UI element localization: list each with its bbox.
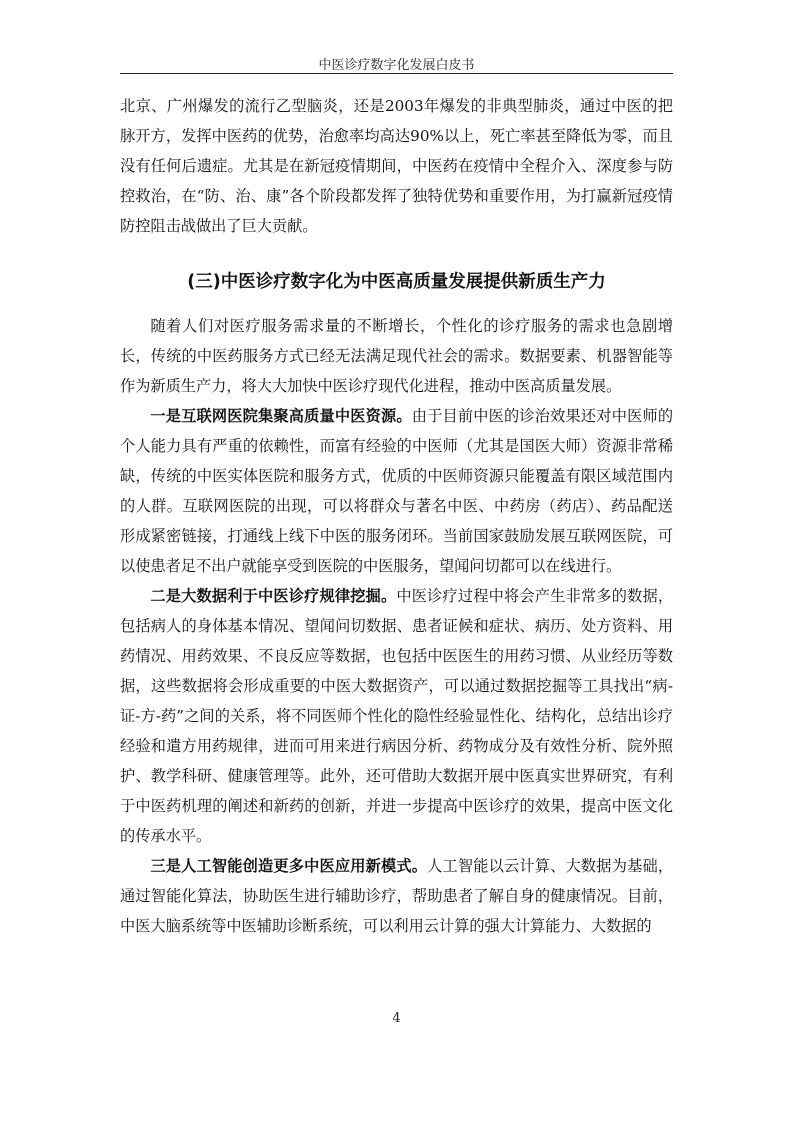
- section-intro-paragraph: 随着人们对医疗服务需求量的不断增长，个性化的诊疗服务的需求也急剧增长，传统的中医药服务方式已经无法满足现代社会的需求。数据要素、机器智能等作为新质生产力，将大大加快中医诊疗现代化进程，推动中医高质量发展。: [120, 317, 673, 395]
- running-header: 中医诊疗数字化发展白皮书: [318, 58, 475, 73]
- section-heading: (三)中医诊疗数字化为中医高质量发展提供新质生产力: [187, 272, 606, 292]
- item-body: 中医诊疗过程中将会产生非常多的数据，包括病人的身体基本情况、望闻问切数据、患者证候和症状、病历、处方资料、用药情况、用药效果、不良反应等数据，也包括中医医生的用药习惯、从业经历等数据，这些数据将会形成重要的中医大数据资产，可以通过数据挖掘等工具找出“病-证-方-药”之间的关系，将不同医师个性化的隐性经验显性化、结构化，总结出诊疗经验和遣方用药规律，进而可用来进行病因分析、药物成分及有效性分析、院外照护、教学科研、健康管理等。此外，还可借助大数据开展中医真实世界研究，有利于中医药机理的阐述和新药的创新，并进一步提高中医诊疗的效果，提高中医文化的传承水平。: [120, 587, 674, 845]
- item-lead: 一是互联网医院集聚高质量中医资源。: [150, 407, 412, 425]
- page-content: [120, 91, 673, 941]
- item-body: 人工智能以云计算、大数据为基础，通过智能化算法，协助医生进行辅助诊疗，帮助患者了解自身的健康情况。目前，中医大脑系统等中医辅助诊断系统，可以利用云计算的强大计算能力、大数据的: [120, 857, 674, 935]
- item-lead: 二是大数据利于中医诊疗规律挖掘。: [150, 587, 397, 605]
- item-lead: 三是人工智能创造更多中医应用新模式。: [150, 857, 428, 875]
- item-paragraph-big-data: [120, 581, 673, 851]
- header-rule: [120, 73, 673, 74]
- item-body: 由于目前中医的诊治效果还对中医师的个人能力具有严重的依赖性，而富有经验的中医师（尤其是国医大师）资源非常稀缺，传统的中医实体医院和服务方式，优质的中医师资源只能覆盖有限区域范围内的人群。互联网医院的出现，可以将群众与著名中医、中药房（药店）、药品配送形成紧密链接，打通线上线下中医的服务闭环。当前国家鼓励发展互联网医院，可以使患者足不出户就能享受到医院的中医服务，望闻问切都可以在线进行。: [120, 407, 674, 575]
- continued-paragraph: 北京、广州爆发的流行乙型脑炎，还是2003年爆发的非典型肺炎，通过中医的把脉开方，发挥中医药的优势，治愈率均高达90%以上，死亡率甚至降低为零，而且没有任何后遗症。尤其是在新冠疫情期间，中医药在疫情中全程介入、深度参与防控救治，在“防、治、康”各个阶段都发挥了独特优势和重要作用，为打赢新冠疫情防控阻击战做出了巨大贡献。: [120, 97, 673, 235]
- page-number: 4: [392, 1011, 401, 1026]
- item-paragraph-internet-hospital: [120, 401, 673, 581]
- item-paragraph-artificial-intelligence: [120, 851, 673, 941]
